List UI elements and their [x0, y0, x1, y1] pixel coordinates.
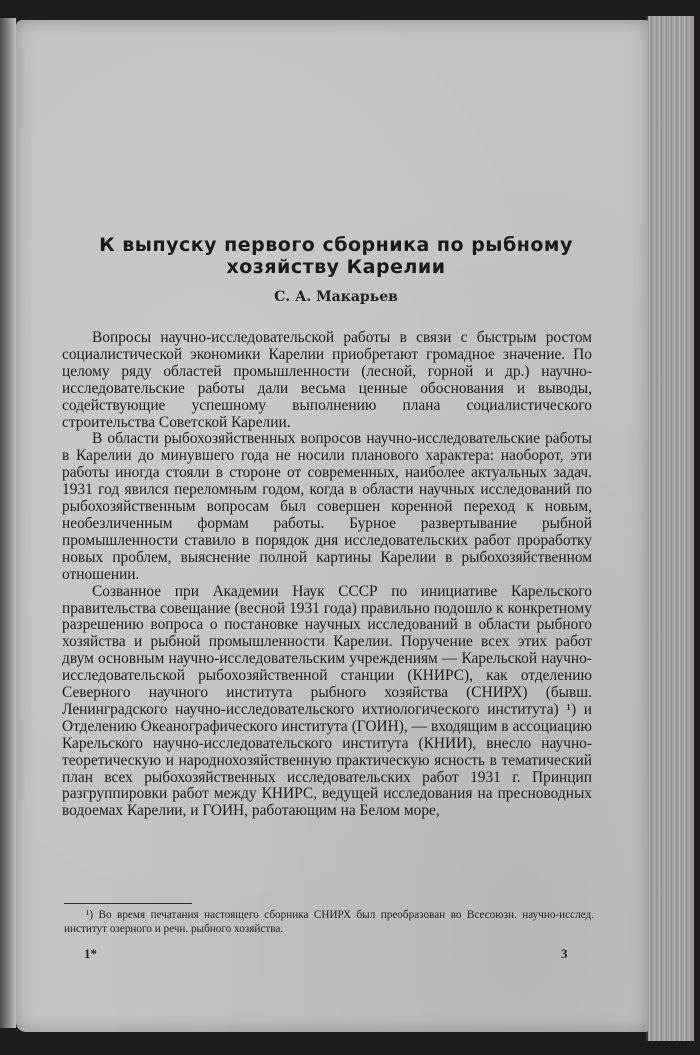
page-edge-stack — [646, 16, 694, 1041]
body-paragraph: В области рыбохозяйственных вопросов научно-исследовательские работы в Карелии до минувшего года не носили планового характера: наоборот, эти работы иногда стояли в стороне от современных, наиболее актуальных задач. 1931 год явился переломным годом, когда в области научных исследований по рыбохозяйственным вопросам был совершен коренной переход к новым, необезличенным формам работы. Бурное развертывание рыбной промышленности ставило в порядок дня исследовательских работ проработку новых проблем, выяснение полной картины Карелии в рыбохозяйственном отношении. — [62, 430, 592, 583]
book-page — [16, 20, 648, 1032]
body-paragraph: Созванное при Академии Наук СССР по инициативе Карельского правительства совещание (весной 1931 года) правильно подошло к конкретному разрешению вопроса о постановке научных исследований в области рыбного хозяйства и рыбной промышленности Карелии. Поручение всех этих работ двум основным научно-исследовательским учреждениям — Карельской научно-исследовательской рыбохозяйственной станции (КНИРС), как отделению Северного научного института рыбного хозяйства (СНИРХ) (бывш. Ленинградского научно-исследовательского ихтиологического института) ¹) и Отделению Океанографического института (ГОИН), — входящим в ассоциацию Карельского научно-исследовательского института (КНИИ), внесло научно-теоретическую и народнохозяйственную практическую ясность в тематический план всех рыбохозяйственных исследовательских работ 1931 г. Принцип разгруппировки работ между КНИРС, ведущей исследования на пресноводных водоемах Карелии, и ГОИН, работающим на Белом море, — [62, 582, 592, 820]
facing-page-edge — [0, 18, 17, 1028]
body-paragraph: Вопросы научно-исследовательской работы в связи с быстрым ростом социалистической экономики Карелии приобретают громадное значение. По целому ряду областей промышленности (лесной, горной и др.) научно-исследовательские работы дали весьма ценные обоснования и выводы, содействующие успешному выполнению плана социалистического строительства Советской Карелии. — [62, 329, 592, 431]
footnote-divider — [64, 903, 192, 904]
article-body — [62, 330, 592, 820]
article-title: К выпуску первого сборника по рыбному хозяйству Карелии — [99, 234, 573, 278]
footnote: ¹) Во время печатания настоящего сборника СНИРХ был преобразован во Всесоюзн. научно-исслед. институт озерного и речн. рыбного хозяйства. — [64, 909, 594, 935]
page-number: 3 — [561, 946, 568, 961]
article-author: С. А. Макарьев — [274, 289, 398, 305]
signature-mark: 1* — [84, 946, 97, 961]
